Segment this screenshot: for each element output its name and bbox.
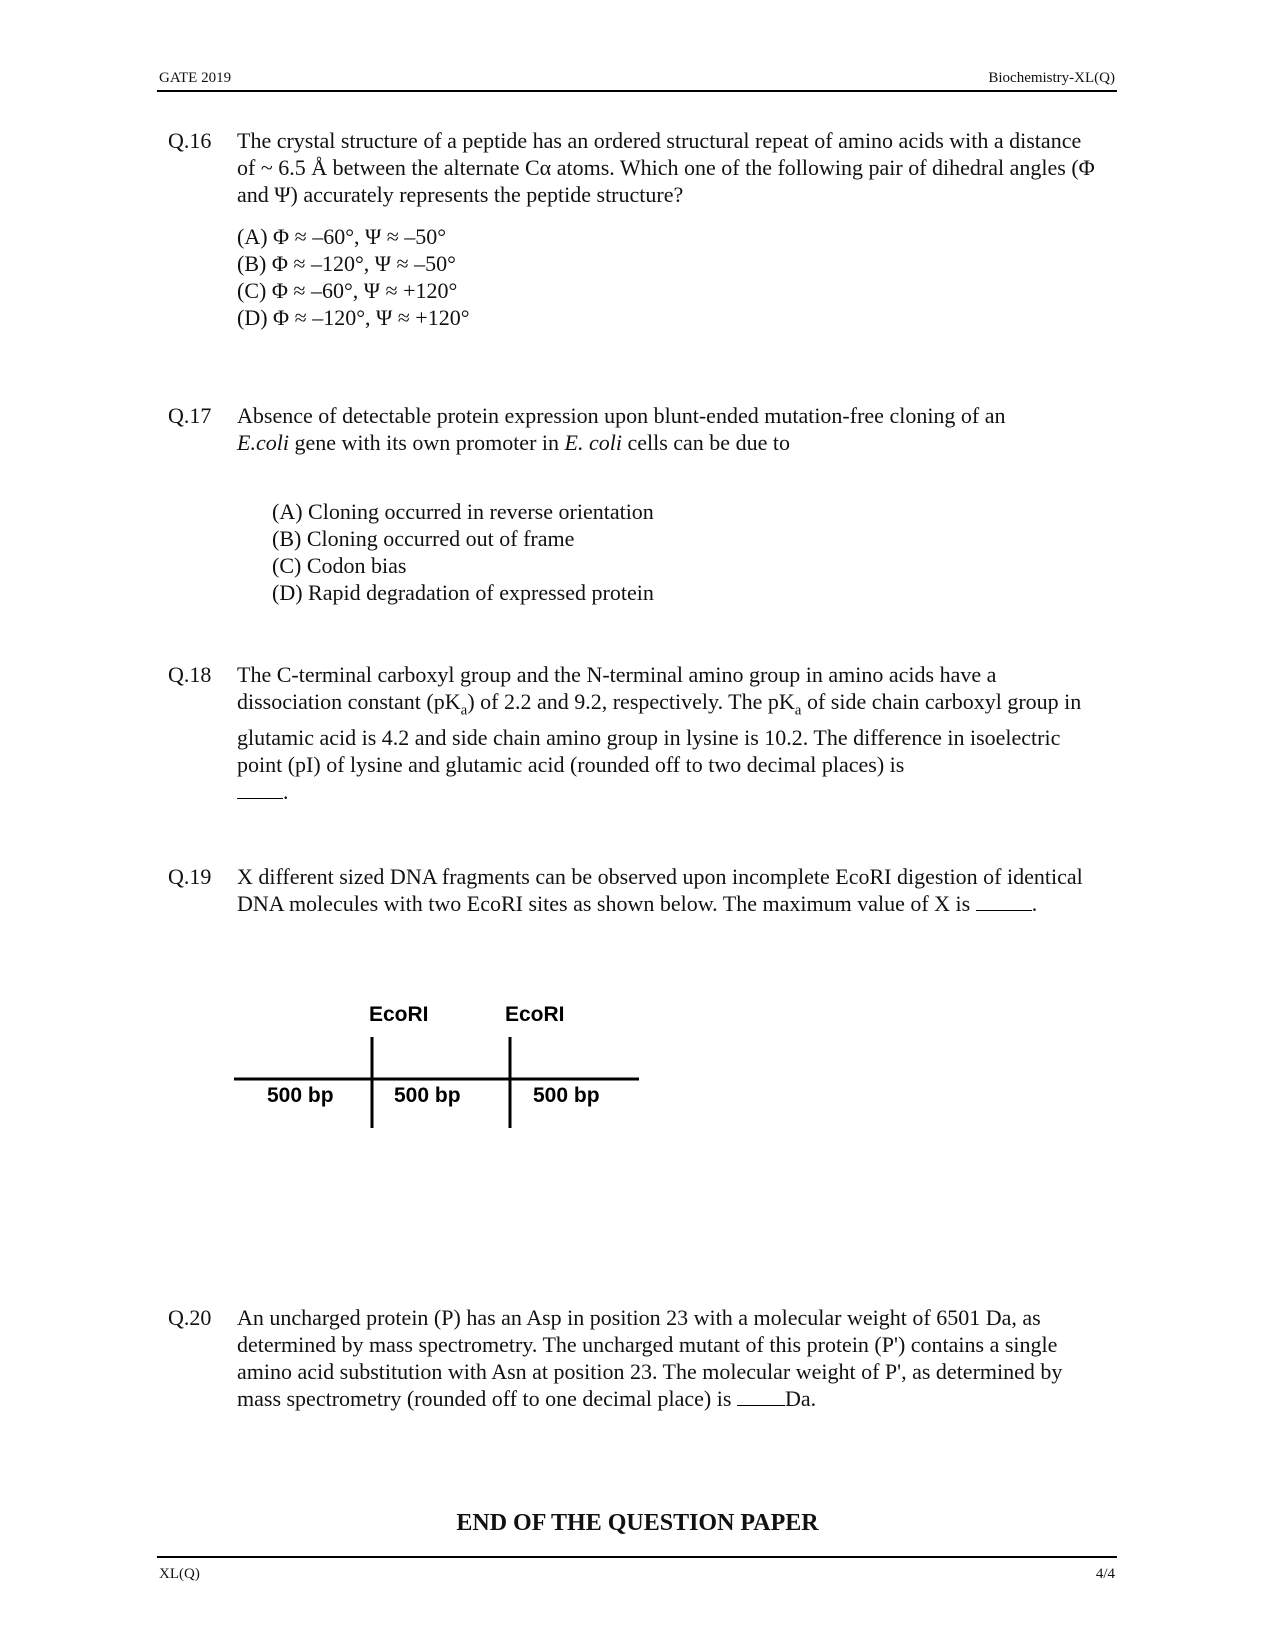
question-number: Q.17 [168,403,212,428]
question-number: Q.18 [168,662,212,687]
segment-label-1: 500 bp [267,1084,334,1107]
footer-code: XL(Q) [159,1566,200,1582]
ecori-site-label-2: EcoRI [505,1003,565,1026]
page-footer [157,1556,1117,1588]
answer-blank [237,778,283,799]
exam-title: GATE 2019 [159,70,232,86]
paper-code: Biochemistry-XL(Q) [988,70,1115,86]
option-d: (D) Φ ≈ –120°, Ψ ≈ +120° [237,305,470,330]
option-a: (A) Cloning occurred in reverse orientation [272,499,654,524]
question-text: The crystal structure of a peptide has an ordered structural repeat of amino acids with a distance of ~ 6.5 Å between the alternate Cα atoms. Which one of the following pair of dihedral angles (Φ and Ψ) accurately represents the peptide structure? [237,128,1095,207]
option-a: (A) Φ ≈ –60°, Ψ ≈ –50° [237,224,447,249]
question-number: Q.20 [168,1305,212,1330]
option-c: (C) Φ ≈ –60°, Ψ ≈ +120° [237,278,458,303]
option-b: (B) Cloning occurred out of frame [272,526,575,551]
segment-label-2: 500 bp [394,1084,461,1107]
question-text: Absence of detectable protein expression upon blunt-ended mutation-free cloning of an E.coli gene with its own promoter in E. coli cells can be due to [237,403,1006,455]
options-16 [237,223,470,331]
question-text: An uncharged protein (P) has an Asp in position 23 with a molecular weight of 6501 Da, as determined by mass spectrometry. The uncharged mutant of this protein (P') contains a single amino acid substitution with Asn at position 23. The molecular weight of P', as determined by mass spectrometry (rounded off to one decimal place) is Da. [237,1305,1063,1411]
page-number: 4/4 [1095,1566,1115,1582]
option-d: (D) Rapid degradation of expressed protein [272,580,654,605]
segment-label-3: 500 bp [533,1084,600,1107]
option-b: (B) Φ ≈ –120°, Ψ ≈ –50° [237,251,456,276]
question-number: Q.16 [168,128,212,153]
end-of-paper: END OF THE QUESTION PAPER [456,1510,819,1536]
answer-blank [737,1385,785,1406]
question-text: X different sized DNA fragments can be observed upon incomplete EcoRI digestion of identical DNA molecules with two EcoRI sites as shown below. The maximum value of X is . [237,864,1083,916]
ecori-site-label-1: EcoRI [369,1003,429,1026]
question-number: Q.19 [168,864,212,889]
page-header [157,70,1117,92]
ecori-diagram [230,995,650,1130]
option-c: (C) Codon bias [272,553,407,578]
question-text: The C-terminal carboxyl group and the N-terminal amino group in amino acids have a dissociation constant $(pK_a)$ of 2.2 and 9.2, respectively. The $pK_a$ of side chain carboxyl group in glutamic acid is 4.2 and side chain amino group in lysine is 10.2. The difference in isoelectric point (pI) of lysine and glutamic acid (rounded off to two decimal places) is . [237,662,1082,805]
answer-blank [976,890,1032,911]
options-17 [272,498,654,606]
